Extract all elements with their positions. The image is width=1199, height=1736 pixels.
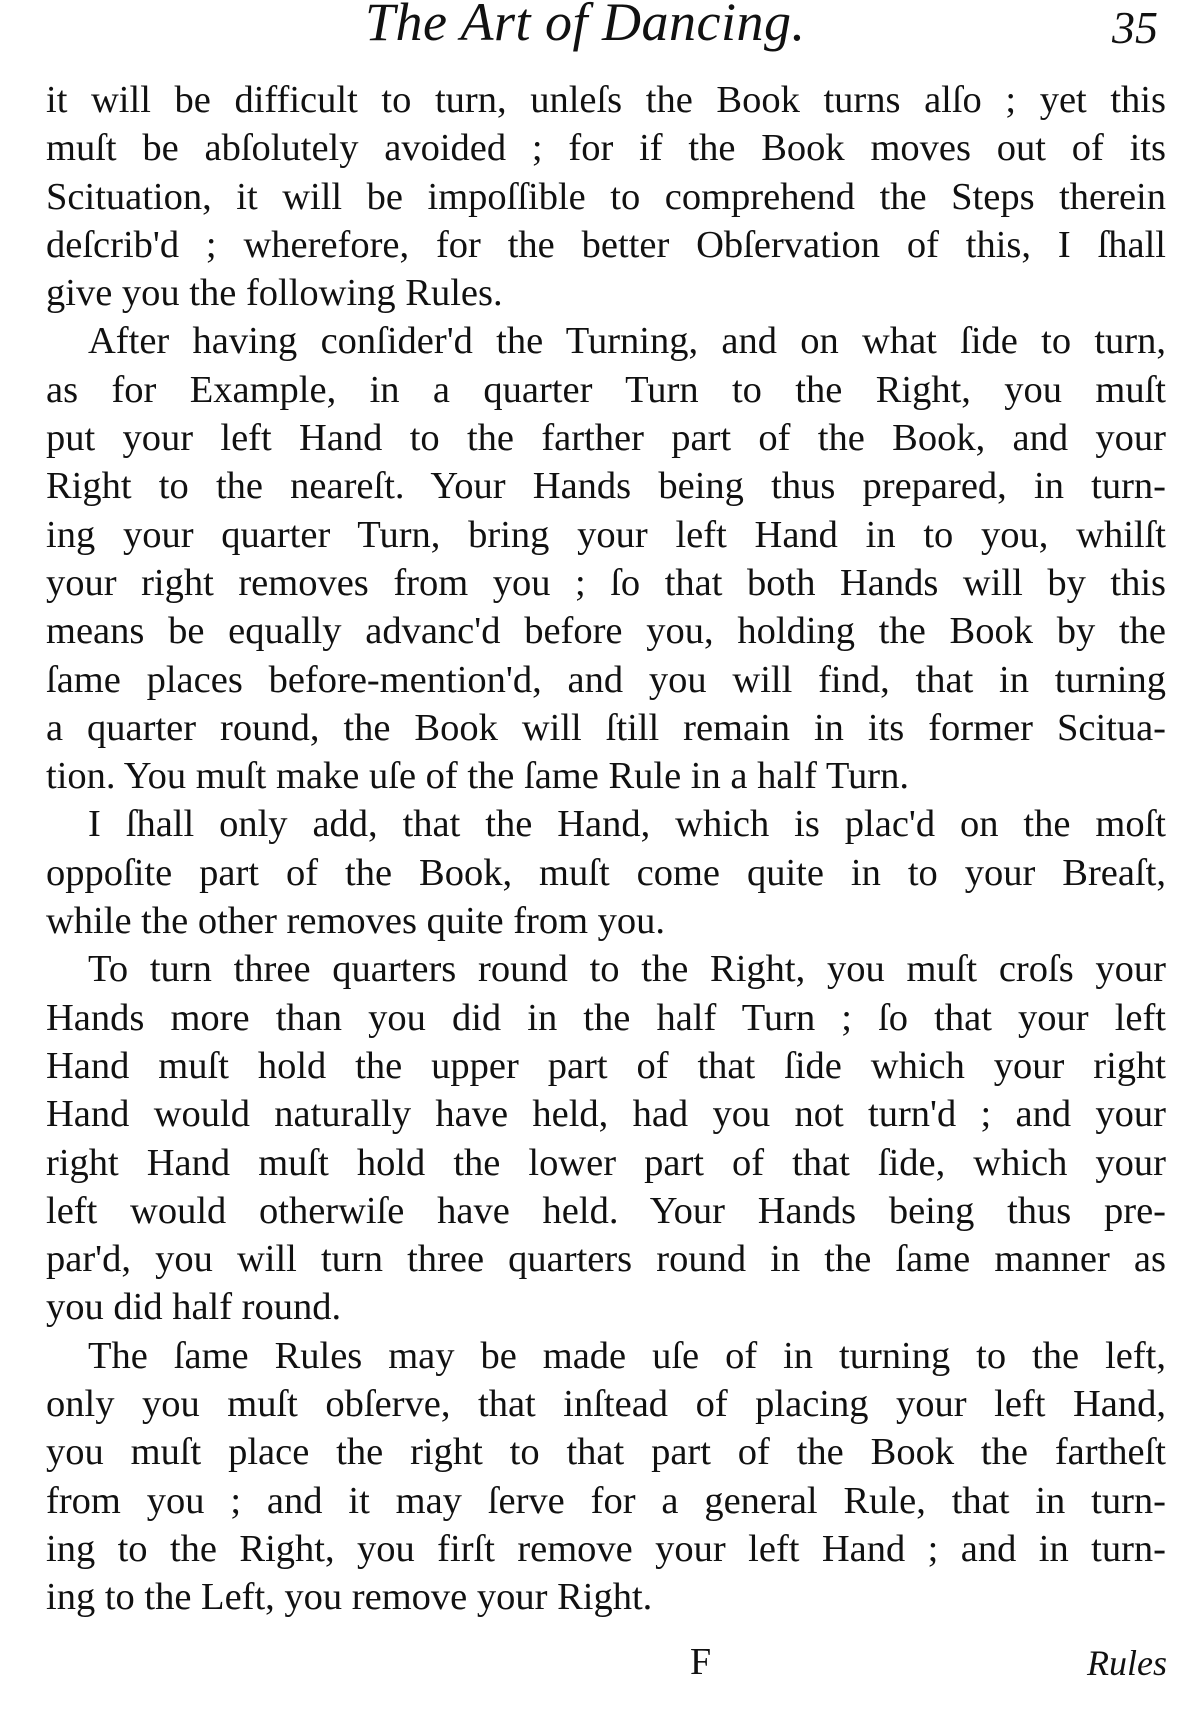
running-head [0,0,1199,60]
text-line: a quarter round, the Book will ſtill remain in its former Scitua- [46,706,1166,749]
text-line: right Hand muſt hold the lower part of that ſide, which your [46,1141,1166,1184]
text-line: ing to the Right, you firſt remove your left Hand ; and in turn- [46,1527,1166,1570]
text-line: ſame places before-mention'd, and you will find, that in turning [46,658,1166,701]
text-line: ing to the Left, you remove your Right. [46,1576,653,1619]
text-line: as for Example, in a quarter Turn to the Right, you muſt [46,368,1166,411]
paragraph-2 [46,317,1166,800]
text-line: left would otherwiſe have held. Your Hands being thus pre- [46,1189,1166,1232]
text-line: put your left Hand to the farther part of the Book, and your [46,417,1166,460]
paragraph-1 [46,76,1166,317]
text-line: Hand muſt hold the upper part of that ſide which your right [46,1044,1166,1087]
running-title: The Art of Dancing. [365,0,806,52]
page-number: 35 [1112,2,1158,53]
signature-mark: F [690,1641,712,1683]
text-line: it will be difficult to turn, unleſs the Book turns alſo ; yet this [46,79,1166,121]
text-line: Right to the neareſt. Your Hands being thus prepared, in turn- [46,465,1166,508]
text-line: oppoſite part of the Book, muſt come quite in to your Breaſt, [46,851,1166,894]
paragraph-5 [46,1332,1166,1622]
text-line: you did half round. [46,1286,342,1329]
catchword: Rules [1087,1643,1167,1683]
text-line: your right removes from you ; ſo that both Hands will by this [46,561,1166,604]
text-line: Scituation, it will be impoſſible to comprehend the Steps therein [46,175,1166,218]
text-line: To turn three quarters round to the Right, you muſt croſs your [88,948,1166,991]
text-line: muſt be abſolutely avoided ; for if the Book moves out of its [46,127,1166,170]
text-line: Hands more than you did in the half Turn ; ſo that your left [46,996,1166,1039]
body-text [46,76,1166,1622]
paragraph-4 [46,945,1166,1331]
text-line: means be equally advanc'd before you, holding the Book by the [46,610,1166,653]
text-line: ing your quarter Turn, bring your left Hand in to you, whilſt [46,513,1166,556]
text-line: give you the following Rules. [46,272,503,315]
text-line: The ſame Rules may be made uſe of in turning to the left, [88,1334,1166,1377]
text-line: par'd, you will turn three quarters round in the ſame manner as [46,1238,1166,1281]
text-line: while the other removes quite from you. [46,900,666,943]
text-line: Hand would naturally have held, had you not turn'd ; and your [46,1093,1166,1136]
paragraph-3 [46,800,1166,945]
text-line: deſcrib'd ; wherefore, for the better Obſervation of this, I ſhall [46,223,1166,266]
text-line: I ſhall only add, that the Hand, which is plac'd on the moſt [88,803,1166,846]
text-line: After having conſider'd the Turning, and on what ſide to turn, [88,320,1166,363]
text-line: only you muſt obſerve, that inſtead of placing your left Hand, [46,1383,1166,1426]
text-line: tion. You muſt make uſe of the ſame Rule in a half Turn. [46,755,909,798]
page-footer [0,1640,1199,1700]
text-line: from you ; and it may ſerve for a general Rule, that in turn- [46,1479,1166,1522]
text-line: you muſt place the right to that part of the Book the fartheſt [46,1431,1166,1474]
